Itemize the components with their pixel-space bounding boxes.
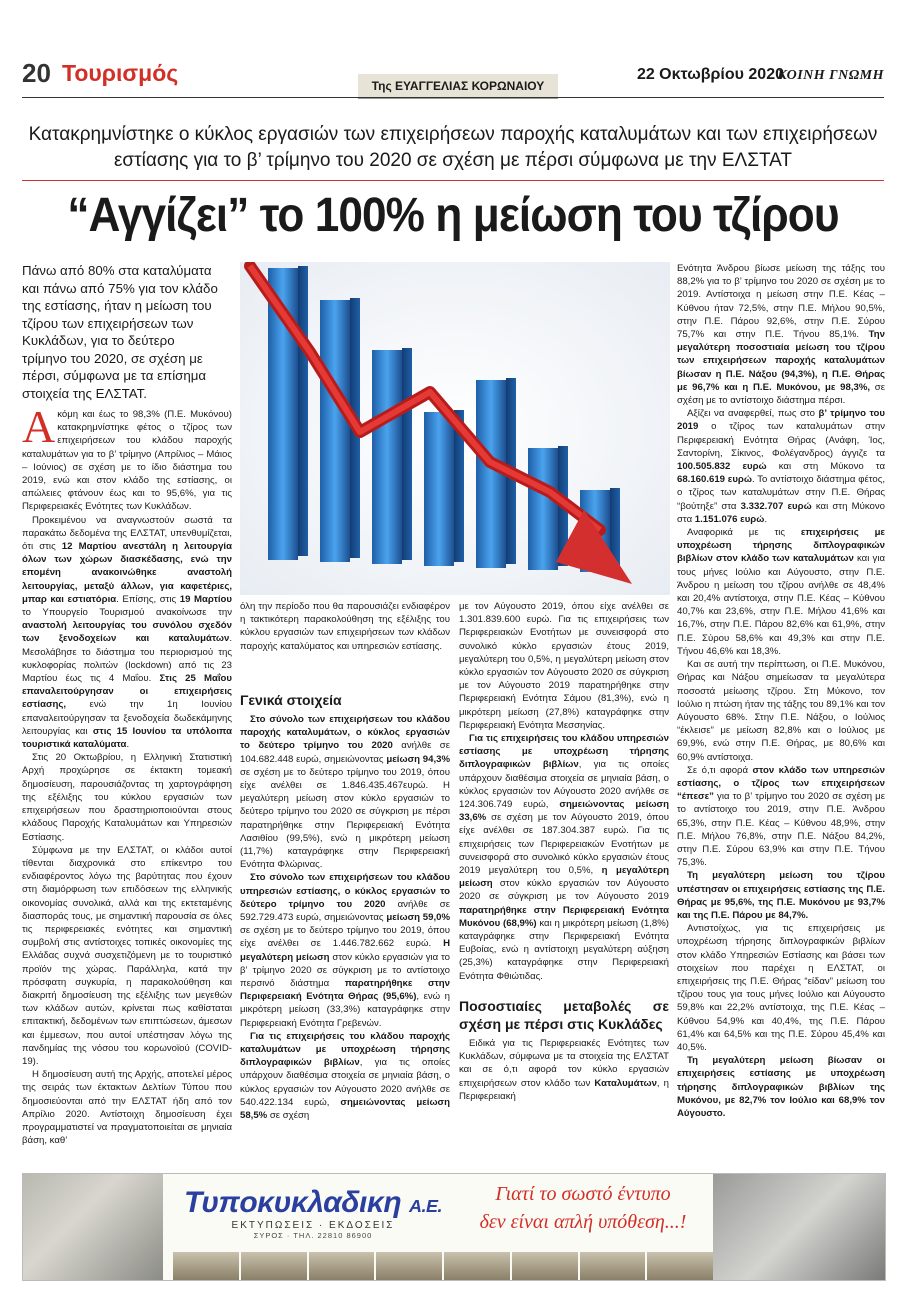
bold-run: παρατηρήθηκε στην Περιφερειακή Ενότητα Μυκόνου (68,9%) (459, 904, 669, 929)
text-run: , για τις οποίες υπάρχουν διαθέσιμα στοιχεία σε μηνιαία βάση, ο κύκλος εργασιών τον Αύγουστο 2020 ανήλθε σε 540.422.134 ευρώ, (240, 1057, 450, 1108)
ad-photo (173, 1252, 239, 1280)
bold-run: μείωση 94,3% (386, 753, 450, 765)
paragraph (22, 514, 232, 752)
issue-date: 22 Οκτωβρίου 2020 (636, 66, 784, 83)
paragraph (677, 764, 885, 870)
text-run: . Μεσολάβησε το διάστημα του περιορισμού της κυκλοφορίας πολιτών (lockdown) από τις 23 Μαρτίου έως τις 4 Μαΐου. (22, 633, 232, 685)
text-run: . Επίσης, στις (116, 593, 180, 605)
text-run: . (126, 739, 130, 751)
ad-photo (376, 1252, 442, 1280)
paragraph: Τη μεγαλύτερη μείωση του τζίρου υπέστησαν οι επιχειρήσεις εστίασης της Π.Ε. Θήρας με 95,6%, της Π.Ε. Μυκόνου με 93,7% και της Π.Ε. Πάρου με 84,7%. (677, 870, 885, 921)
article-headline: “Αγγίζει” το 100% η μείωση του τζίρου (67, 189, 839, 242)
bold-run: Στις 25 Μαΐου επαναλειτούργησαν οι επιχειρήσεις εστίασης, (22, 673, 232, 711)
text-run: ανήλθε σε 104.682.448 ευρώ, σημειώνοντας (240, 740, 450, 765)
declining-bar-chart-icon (240, 262, 670, 595)
text-run: και στη Μύκονο στα (677, 500, 885, 525)
text-run: . (764, 513, 767, 525)
text-run: Αξίζει να αναφερθεί, πως στο (687, 408, 819, 420)
ad-address: ΣΥΡΟΣ · ΤΗΛ. 22810 86900 (253, 1231, 373, 1240)
bold-run: Για τις επιχειρήσεις του κλάδου υπηρεσιών εστίασης με υποχρέωση τήρησης διπλογραφικών βιβλίων (459, 733, 669, 771)
paragraph: Σύμφωνα με την ΕΛΣΤΑΤ, οι κλάδοι αυτοί τίθενται διαχρονικά στο επίκεντρο του ενδιαφέροντος λόγω της βαρύτητας που έχουν στη διαμόρφωση των επιδόσεων της ελληνικής οικονομίας συνολικά, αλλά και της εκτεταμένης διασποράς τους, με σημαντική παρουσία σε όλες τις περιφερειακές ενότητες και σημαντική συμβολή στις αντίστοιχες τοπικές οικονομίες της Ελλάδας συχνά συσχετιζόμενη με το τουριστικό προϊόν της χώρας. Παράλληλα, κατά την πρόσφατη συγκυρία, η παρακολούθηση και διακριτή δημοσίευση της εξέλιξης των μεγεθών των κλάδων αυτών, κρίνεται πως καθίσταται επιτακτική, δεδομένων των επιπτώσεων, άμεσων και έμμεσων, που αυτοί υπέστησαν λόγω της πανδημίας της νόσου του κορωνοϊού (COVID-19). (22, 844, 232, 1067)
ad-photo-copier (713, 1174, 885, 1280)
text-run: και η μικρότερη μείωση (1,8%) καταγράφηκε στην Περιφερειακή Ενότητα Ευβοίας, ενώ η αντίστοιχη μεγαλύτερη αύξηση (25,3%) καταγράφηκε στην Περιφερειακή Ενότητα Φθιώτιδας. (459, 917, 669, 982)
bold-run: Καταλυμάτων (594, 1077, 657, 1089)
article-column-1 (22, 408, 232, 1168)
bold-run: σημειώνοντας μείωση 58,5% (240, 1096, 450, 1122)
bold-run: 100.505.832 ευρώ (677, 461, 767, 473)
section-heading: Ποσοστιαίες μεταβολές σε σχέση με πέρσι στις Κυκλάδες (459, 997, 669, 1032)
article-subhead: Κατακρημνίστηκε ο κύκλος εργασιών των επιχειρήσεων παροχής καταλυμάτων και των επιχειρήσεων εστίασης για το β’ τρίμηνο του 2020 σε σχέση με πέρσι σύμφωνα με την ΕΛΣΤΑΤ (28, 124, 878, 171)
text-run: και στη Μύκονο τα (766, 461, 885, 473)
article-column-4 (677, 262, 885, 1162)
text-run: Προκειμένου να αναγνωστούν σωστά τα παρακάτω δεδομένα της ΕΛΣΤΑΤ, υπενθυμίζεται, ότι στις (22, 514, 232, 553)
ad-photo (512, 1252, 578, 1280)
ad-company-name (173, 1186, 453, 1220)
bold-run: Στο σύνολο των επιχειρήσεων του κλάδου υπηρεσιών εστίασης, ο κύκλος εργασιών το δεύτερο τρίμηνο του 2020 (240, 872, 450, 910)
paragraph: Αντιστοίχως, για τις επιχειρήσεις με υποχρέωση τήρησης διπλογραφικών βιβλίων στον κλάδο Υπηρεσιών Εστίασης και βάσει των στοιχείων που παρέχει η ΕΛΣΤΑΤ, οι επιχειρήσεις της Π.Ε. Θήρας “είδαν” μείωση του τζίρου τους για τους μήνες Ιούλιο και Αύγουστο 59,8% και 22,2% αντίστοιχα, της Π.Ε. Κέας – Κύθνου 54,9% και 40,4%, της Π.Ε. Πάρου 61,4% και 64,5% και της Π.Ε. Σύρου 45,4% και 40,5%. (677, 923, 885, 1053)
paragraph: με τον Αύγουστο 2019, όπου είχε ανέλθει σε 1.301.839.600 ευρώ. Για τις επιχειρήσεις των Περιφερειακών Ενοτήτων με συνεισφορά στο συνολικό κύκλο εργασιών έτους 2019, μεγαλύτερη του 0,5%, η μεγαλύτερη μείωση στον κύκλο εργασιών τον Αύγουστο 2020 σε σύγκριση με τον Αύγουστο 2019 παρατηρήθηκε στην Περιφερειακή Ενότητα Σάμου (81,3%), ενώ η μικρότερη μείωση (27,8%) καταγράφηκε στην Περιφερειακή Ενότητα Μεσσηνίας. (459, 601, 669, 731)
text-run: ο τζίρος των καταλυμάτων στην Περιφερειακή Ενότητα Θήρας (Ανάφη, Ίος, Σαντορίνη, Σίκινος, Φολέγανδρος) άγγιζε τα (677, 421, 885, 459)
ad-photo-print-machine (23, 1174, 163, 1280)
text-run: για το β’ τρίμηνο του 2020 σε σχέση με το αντίστοιχο του 2019, στην Π.Ε. Άνδρου 65,3%, στην Π.Ε. Κέας – Κύθνου 48,9%, στην Π.Ε. Μήλου 76,8%, στην Π.Ε. Νάξου 84,2%, στην Π.Ε. Σύρου 63,9% και στην Π.Ε. Τήνου 75,3%. (677, 791, 885, 869)
section-heading: Γενικά στοιχεία (240, 692, 342, 708)
paragraph (677, 526, 885, 658)
text-run: σε σχέση με το δεύτερο τρίμηνο του 2019, όπου είχε ανέλθει σε 1.846.435.467ευρώ. Η μεγαλύτερη μείωση στον κύκλο εργασιών το δεύτερο τρίμηνο του 2020 σε σύγκριση με πέρσι παρατηρήθηκε στην Περιφερειακή Ενότητα Λασιθίου (99,5%), ενώ η μικρότερη μείωση (11,7%) καταγράφηκε στην Περιφερειακή Ενότητα Φλώρινας. (240, 766, 450, 871)
text-run: στον κύκλο εργασιών τον Αύγουστο 2020 σε σύγκριση με τον Αύγουστο 2019 (459, 878, 669, 903)
text-run: το Υπουργείο Τουρισμού ανακοίνωσε την (22, 607, 232, 619)
ad-slogan-line: δεν είναι απλή υπόθεση...! (479, 1211, 687, 1233)
section-title: Τουρισμός (62, 60, 179, 86)
text-run: , η Περιφερειακή (459, 1077, 669, 1102)
ad-logo (173, 1186, 453, 1240)
paragraph (22, 408, 232, 514)
bold-run: Στο σύνολο των επιχειρήσεων του κλάδου παροχής καταλυμάτων, ο κύκλος εργασιών το δεύτερο τρίμηνο του 2020 (240, 714, 450, 752)
paragraph (677, 262, 885, 407)
article-column-3 (459, 600, 669, 1165)
ad-name-suffix: Α.Ε. (409, 1196, 443, 1216)
text-run: Σε ό,τι αφορά (687, 764, 753, 776)
paragraph (240, 1030, 450, 1122)
text-run: και για τους μήνες Ιούλιο και Αύγουστο, στην Π.Ε. Άνδρου η μείωση του τζίρου ανήλθε σε 48,4% και 20,4% αντίστοιχα, στην Π.Ε. Κέας – Κύθνου 40,7% και 23,6%, στην Π.Ε. Μήλου 41,6% και 16,7%, στην Π.Ε. Πάρου 82,6% και 61,9%, στην Π.Ε. Σύρου 58,6% και 49,3% και στην Π.Ε. Τήνου 46,6% και 18,3%. (677, 553, 885, 657)
bold-run: 3.332.707 ευρώ (740, 500, 812, 512)
paragraph (459, 732, 669, 983)
bold-run: β’ τρίμηνο του 2019 (677, 408, 885, 433)
ad-photo (580, 1252, 646, 1280)
text-run: Ενότητα Άνδρου βίωσε μείωση της τάξης του 88,2% για το β’ τρίμηνο του 2020 σε σχέση με το 2019. Αντίστοιχα η μείωση στην Π.Ε. Κέας – Κύθνου ήταν 72,5%, στην Π.Ε. Μήλου 90,5%, στην Π.Ε. Πάρου 92,6%, στην Π.Ε. Σύρου 75,7% και στην Π.Ε. Τήνου 85,1%. (677, 263, 885, 341)
text-run: σε σχέση με τον Αύγουστο 2019, όπου είχε ανέλθει σε 187.304.387 ευρώ. Για τις επιχειρήσεις των Περιφερειακών Ενοτήτων με συνεισφορά στο συνολικό κύκλο εργασιών έτους 2019 μεγαλύτερη του 0,5%, (459, 812, 669, 877)
bold-run: Η μεγαλύτερη μείωση (240, 938, 450, 963)
bold-run: σημειώνοντας μείωση 33,6% (459, 799, 669, 824)
ad-photo (444, 1252, 510, 1280)
subhead-divider (22, 180, 884, 181)
ad-services: ΕΚΤΥΠΩΣΕΙΣ · ΕΚΔΟΣΕΙΣ (231, 1220, 395, 1231)
text-run: , ενώ η μικρότερη μείωση (33,3%) καταγράφηκε στην Περιφερειακή Ενότητα Γρεβενών. (240, 991, 450, 1029)
text-run: Ειδικά για τις Περιφερειακές Ενότητες των Κυκλάδων, σύμφωνα με τα στοιχεία της ΕΛΣΤΑΤ και σε ό,τι αφορά τον κύκλο εργασιών επιχειρήσεων στον κλάδο των (459, 1037, 669, 1089)
bold-run: 19 Μαρτίου (179, 593, 232, 605)
paragraph-text: κόμη και έως το 98,3% (Π.Ε. Μυκόνου) κατακρημνίστηκε φέτος ο τζίρος των επιχειρήσεων του κλάδου παροχής καταλυμάτων για το β’ τρίμηνο (Απρίλιος – Μάιος – Ιούνιος) σε σχέση με το ίδιο διάστημα του 2019, ενώ και στον κλάδο της εστίασης, οι απώλειες φτάνουν έως και το 95,6%, για τις Περιφερειακές Ενότητες των Κυκλάδων. (22, 409, 232, 513)
paragraph: Στις 20 Οκτωβρίου, η Ελληνική Στατιστική Αρχή προχώρησε σε έκτακτη τομεακή δημοσίευση, παρουσιάζοντας τη χαρτογράφηση της εξέλιξης του κύκλου εργασιών των επιχειρήσεων που δραστηριοποιούνται στους κλάδους Παροχής Καταλυμάτων και Υπηρεσιών Εστίασης. (22, 752, 232, 843)
text-run: ενώ την 1η Ιουνίου επαναλειτούργησαν τα ξενοδοχεία δωδεκάμηνης λειτουργίας και (22, 699, 232, 737)
paragraph (459, 1037, 669, 1103)
paragraph (240, 713, 450, 871)
text-run: σε σχέση με το δεύτερο τρίμηνο του 2019, όπου είχε ανέλθει σε 1.446.782.662 ευρώ. (240, 925, 450, 950)
author-byline: Της ΕΥΑΓΓΕΛΙΑΣ ΚΟΡΩΝΑΙΟΥ (358, 74, 558, 99)
article-lead: Πάνω από 80% στα καταλύματα και πάνω από 75% για τον κλάδο της εστίασης, ήταν η μείωση του τζίρου των επιχειρήσεων των Κυκλάδων, για το δεύτερο τρίμηνο του 2020, σε σχέση με πέρσι, σύμφωνα με τα επίσημα στοιχεία της ΕΛΣΤΑΤ. (22, 263, 218, 401)
bold-run: 1.151.076 ευρώ (694, 513, 765, 525)
advertisement-banner[interactable] (22, 1173, 886, 1281)
page-header (22, 58, 884, 100)
paragraph (240, 871, 450, 1029)
article-column-2 (240, 685, 450, 1165)
bold-run: Για τις επιχειρήσεις του κλάδου παροχής καταλυμάτων με υποχρέωση τήρησης διπλογραφικών βιβλίων (240, 1030, 450, 1069)
text-run: στον κύκλο εργασιών για το β’ τρίμηνο 2020 σε σύγκριση με το αντίστοιχο περσινό διάστημα (240, 951, 450, 990)
paragraph: Τη μεγαλύτερη μείωση βίωσαν οι επιχειρήσεις εστίασης με υποχρέωση τήρησης διπλογραφικών βιβλίων της Μυκόνου, με 82,7% τον Ιούλιο και 68,9% τον Αύγουστο. (677, 1055, 885, 1119)
newspaper-brand: ΚΟΙΝΗ ΓΝΩΜΗ (777, 68, 884, 83)
ad-photo-strip (173, 1252, 713, 1280)
bold-run: αναστολή λειτουργίας του συνόλου σχεδόν των ξενοδοχείων και καταλυμάτων (22, 620, 232, 645)
text-run: σε σχέση (267, 1110, 310, 1122)
paragraph: όλη την περίοδο που θα παρουσιάζει ενδιαφέρον η τακτικότερη παρακολούθηση της εξέλιξης του κύκλου εργασιών των επιχειρήσεων των κλάδων παροχής καταλύματος και υπηρεσιών εστίασης. (240, 601, 450, 652)
ad-photo (309, 1252, 375, 1280)
ad-photo (241, 1252, 307, 1280)
bold-run: μείωση 59,0% (386, 912, 450, 924)
text-run: , για τις οποίες υπάρχουν διαθέσιμα στοιχεία σε μηνιαία βάση, ο κύκλος εργασιών τον Αύγουστο 2020 ανήλθε σε 124.306.749 ευρώ, (459, 759, 669, 811)
ad-slogan (453, 1180, 713, 1236)
drop-cap: Α (22, 408, 56, 452)
bold-run: Την μεγαλύτερη ποσοστιαία μείωση του τζίρου των επιχειρήσεων παροχής καταλυμάτων βίωσαν η Π.Ε. Νάξου (94,3%), η Π.Ε. Θήρας με 96,7% και η Π.Ε. Μυκόνου, με 98,3%, (677, 329, 885, 393)
ad-photo (647, 1252, 713, 1280)
bold-run: στις 15 Ιουνίου τα υπόλοιπα τουριστικά καταλύματα (22, 725, 232, 751)
text-run: ανήλθε σε 592.729.473 ευρώ, σημειώνοντας (240, 898, 450, 924)
ad-slogan-line: Γιατί το σωστό έντυπο (495, 1183, 671, 1205)
bold-run: στον κλάδο των υπηρεσιών εστίασης, ο τζίρος των επιχειρήσεων “έπεσε” (677, 764, 885, 803)
header-divider (22, 97, 884, 98)
ad-name-text: Τυποκυκλαδικη (183, 1186, 402, 1219)
text-run: Αναφορικά με τις (687, 527, 801, 539)
paragraph (677, 407, 885, 526)
article-column-2-top (240, 600, 450, 653)
bold-run: παρατηρήθηκε στην Περιφερειακή Ενότητα Θήρας (95,6%) (240, 978, 450, 1003)
text-run: σε σχέση με το αντίστοιχο διάστημα πέρσι. (677, 381, 885, 407)
bold-run: επιχειρήσεις με υποχρέωση τήρησης διπλογραφικών βιβλίων στον κλάδο των καταλυμάτων (677, 527, 885, 565)
bold-run: η μεγαλύτερη μείωση (459, 865, 669, 890)
bold-run: 68.160.619 ευρώ (677, 474, 752, 486)
page-number: 20 (22, 58, 51, 88)
paragraph: Η δημοσίευση αυτή της Αρχής, αποτελεί μέρος της σειράς των έκτακτων Δελτίων Τύπου που δημοσιεύονται από την ΕΛΣΤΑΤ ήδη από τον Απρίλιο 2020. Αντίστοιχη δημοσίευση έχει προγραμματιστεί να πραγματοποιείται σε μηνιαία βάση, καθ’ (22, 1069, 232, 1147)
paragraph: Και σε αυτή την περίπτωση, οι Π.Ε. Μυκόνου, Θήρας και Νάξου σημείωσαν τα μεγαλύτερα ποσοστά μείωσης τζίρου. Στη Μύκονο, τον Ιούλιο η πτώση ήταν της τάξης του 89,1% και τον Αύγουστο 68%. Στην Π.Ε. Νάξου, ο Ιούλιος “έκλεισε” με μείωση 82,8% και ο Ιούλιος με 69,9%, ενώ στην Π.Ε. Θήρας, με 80,6% και 60,9% αντίστοιχα. (677, 659, 885, 763)
text-run: . Το αντίστοιχο διάστημα φέτος, ο τζίρος των καταλυμάτων στην Π.Ε. Θήρας “βούτηξε” στα (677, 474, 885, 512)
bold-run: 12 Μαρτίου ανεστάλη η λειτουργία όλων των χώρων διασκέδασης, ενώ την επομένη ανακοινώθηκε αναστολή λειτουργίας, μεταξύ άλλων, για καφετέριες, μπαρ και εστιατόρια (22, 541, 232, 605)
